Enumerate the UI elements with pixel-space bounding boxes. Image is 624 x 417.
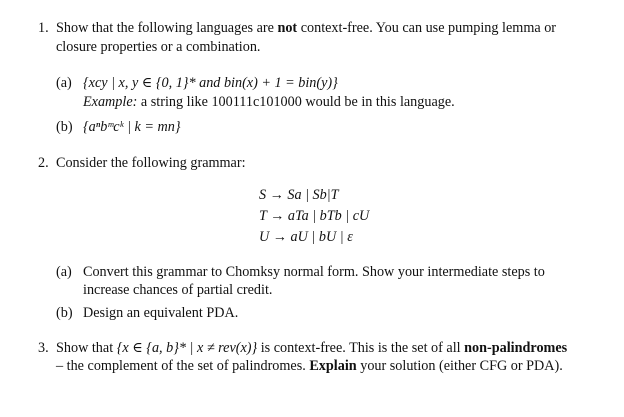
problem-3-math: {x ∈ {a, b}* | x ≠ rev(x)}: [116, 340, 258, 356]
problem-1-number: 1.: [38, 20, 49, 36]
problem-1a-example: Example: a string like 100111c101000 would be in this language.: [83, 94, 455, 110]
problem-2a-line-2: increase chances of partial credit.: [83, 282, 273, 298]
emphasis-not: not: [277, 20, 298, 36]
grammar-rule-s: S → Sa | Sb|T: [259, 187, 339, 203]
problem-1b-label: (b): [56, 119, 73, 135]
problem-1a-math: {xcy | x, y ∈ {0, 1}* and bin(x) + 1 = bin(y)}: [83, 75, 338, 91]
problem-2b-text: Design an equivalent PDA.: [83, 305, 239, 321]
problem-3-line-1: Show that {x ∈ {a, b}* | x ≠ rev(x)} is context-free. This is the set of all non-palindromes: [56, 340, 568, 356]
problem-2a-line-1: Convert this grammar to Chomksy normal form. Show your intermediate steps to: [83, 264, 545, 280]
emphasis-non-palindromes: non-palindromes: [464, 340, 568, 356]
problem-2-intro: Consider the following grammar:: [56, 155, 246, 171]
problem-2b-label: (b): [56, 305, 73, 321]
problem-1a-label: (a): [56, 75, 72, 91]
problem-2-number: 2.: [38, 155, 49, 171]
grammar-rule-u: U → aU | bU | ε: [259, 229, 353, 245]
problem-3-line-2: – the complement of the set of palindromes. Explain your solution (either CFG or PDA).: [56, 358, 563, 374]
problem-1b-math: {aⁿbᵐcᵏ | k = mn}: [83, 119, 181, 135]
problem-3-number: 3.: [38, 340, 49, 356]
problem-1-line-1: Show that the following languages are not context-free. You can use pumping lemma or: [56, 20, 557, 36]
problem-2a-label: (a): [56, 264, 72, 280]
emphasis-explain: Explain: [309, 358, 357, 374]
grammar-rule-t: T → aTa | bTb | cU: [259, 208, 370, 224]
problem-1-line-2: closure properties or a combination.: [56, 39, 261, 55]
